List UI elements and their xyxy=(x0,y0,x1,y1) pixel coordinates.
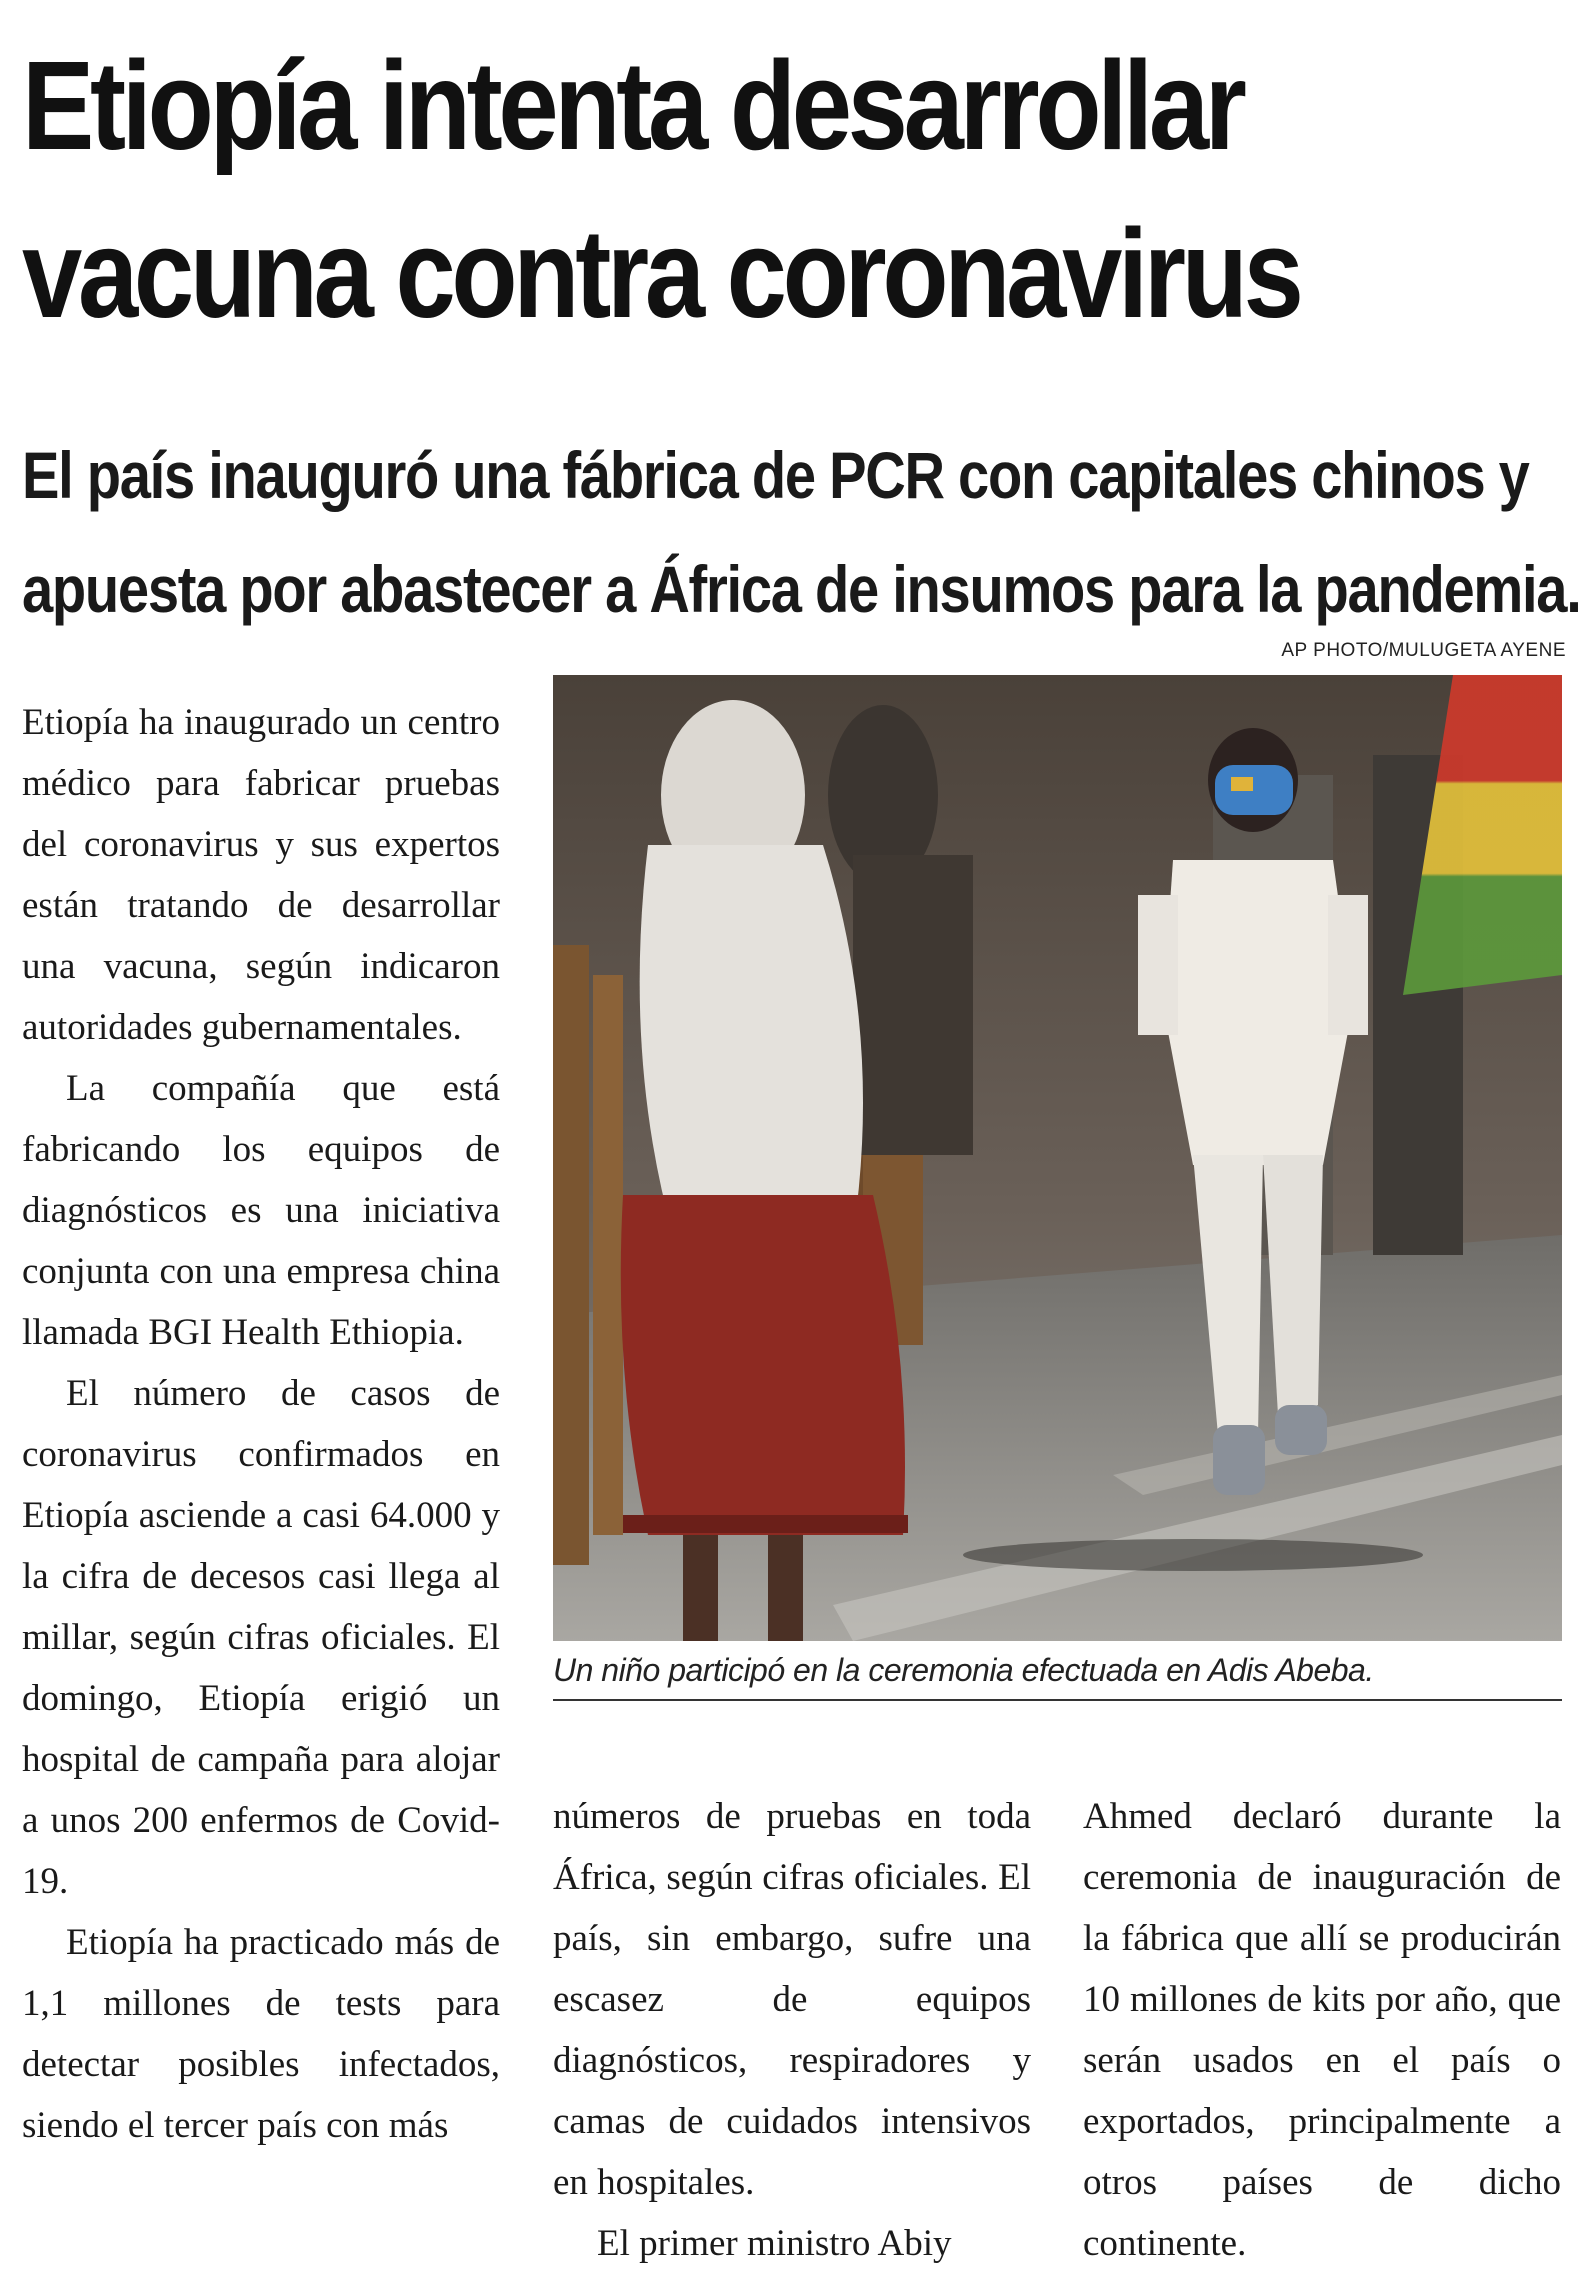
news-photo xyxy=(553,675,1562,1641)
paragraph: números de pruebas en toda África, según cifras oficiales. El país, sin embargo, sufre una escasez de equipos diagnósticos, respiradores y camas de cuidados intensivos en hospitales. xyxy=(553,1796,1031,2203)
headline xyxy=(22,22,1346,358)
subheadline xyxy=(22,418,1581,646)
photo-credit: AP PHOTO/MULUGETA AYENE xyxy=(1281,640,1566,661)
article-column-2 xyxy=(553,1786,1031,2274)
headline-line-1: Etiopía intenta desarrollar xyxy=(22,35,1243,176)
paragraph: Etiopía ha practicado más de 1,1 millones de tests para detectar posibles infectados, siendo el tercer país con más xyxy=(22,1922,500,2146)
paragraph: Etiopía ha inaugurado un centro médico para fabricar pruebas del coronavirus y sus expertos están tratando de desarrollar una vacuna, según indicaron autoridades gubernamentales. xyxy=(22,702,500,1048)
article-column-1 xyxy=(22,692,500,2156)
paragraph: El primer ministro Abiy xyxy=(597,2223,952,2264)
headline-line-2: vacuna contra coronavirus xyxy=(22,203,1300,344)
paragraph: Ahmed declaró durante la ceremonia de inauguración de la fábrica que allí se producirán 10 millones de kits por año, que serán usados en el país o exportados, principalmente a otros países de dicho continente. xyxy=(1083,1796,1561,2264)
subheadline-line-2: apuesta por abastecer a África de insumos para la pandemia. xyxy=(22,552,1581,626)
photo-caption: Un niño participó en la ceremonia efectuada en Adis Abeba. xyxy=(553,1652,1562,1701)
subheadline-line-1: El país inauguró una fábrica de PCR con capitales chinos y xyxy=(22,438,1529,512)
paragraph: La compañía que está fabricando los equipos de diagnósticos es una iniciativa conjunta con una empresa china llamada BGI Health Ethiopia. xyxy=(22,1068,500,1353)
paragraph: El número de casos de coronavirus confirmados en Etiopía asciende a casi 64.000 y la cifra de decesos casi llega al millar, según cifras oficiales. El domingo, Etiopía erigió un hospital de campaña para alojar a unos 200 enfermos de Covid-19. xyxy=(22,1373,500,1902)
article-column-3 xyxy=(1083,1786,1561,2274)
